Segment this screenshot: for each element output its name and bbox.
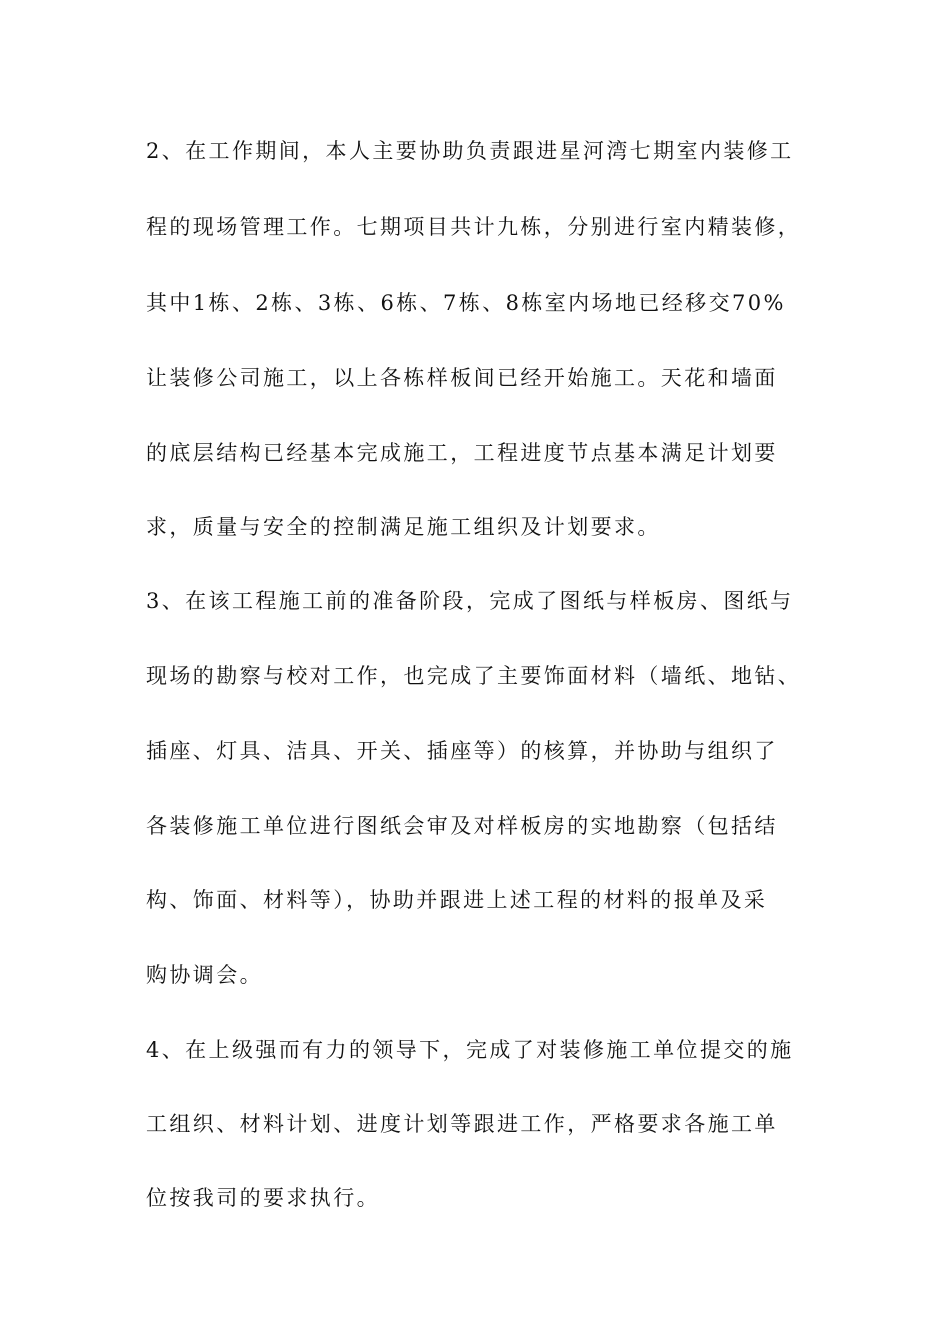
paragraph-3-line-6: 购协调会。 <box>146 963 263 987</box>
paragraph-2-line-1: 2、在工作期间，本人主要协助负责跟进星河湾七期室内装修工 <box>146 139 794 163</box>
paragraph-3-line-4: 各装修施工单位进行图纸会审及对样板房的实地勘察（包括结 <box>146 814 778 838</box>
paragraph-3-line-3: 插座、灯具、洁具、开关、插座等）的核算，并协助与组织了 <box>146 739 778 763</box>
paragraph-2-line-5: 的底层结构已经基本完成施工，工程进度节点基本满足计划要 <box>146 441 778 465</box>
paragraph-4-line-2: 工组织、材料计划、进度计划等跟进工作，严格要求各施工单 <box>146 1112 778 1136</box>
paragraph-3-line-5: 构、饰面、材料等），协助并跟进上述工程的材料的报单及采 <box>146 888 768 912</box>
paragraph-3-line-2: 现场的勘察与校对工作，也完成了主要饰面材料（墙纸、地钻、 <box>146 664 802 688</box>
paragraph-4-line-1: 4、在上级强而有力的领导下，完成了对装修施工单位提交的施 <box>146 1038 794 1062</box>
paragraph-2-line-2: 程的现场管理工作。七期项目共计九栋，分别进行室内精装修， <box>146 215 802 239</box>
paragraph-2-line-3: 其中1栋、2栋、3栋、6栋、7栋、8栋室内场地已经移交70% <box>146 291 786 315</box>
paragraph-3-line-1: 3、在该工程施工前的准备阶段，完成了图纸与样板房、图纸与 <box>146 589 794 613</box>
paragraph-4-line-3: 位按我司的要求执行。 <box>146 1186 380 1210</box>
paragraph-2-line-6: 求，质量与安全的控制满足施工组织及计划要求。 <box>146 515 661 539</box>
paragraph-2-line-4: 让装修公司施工，以上各栋样板间已经开始施工。天花和墙面 <box>146 366 778 390</box>
